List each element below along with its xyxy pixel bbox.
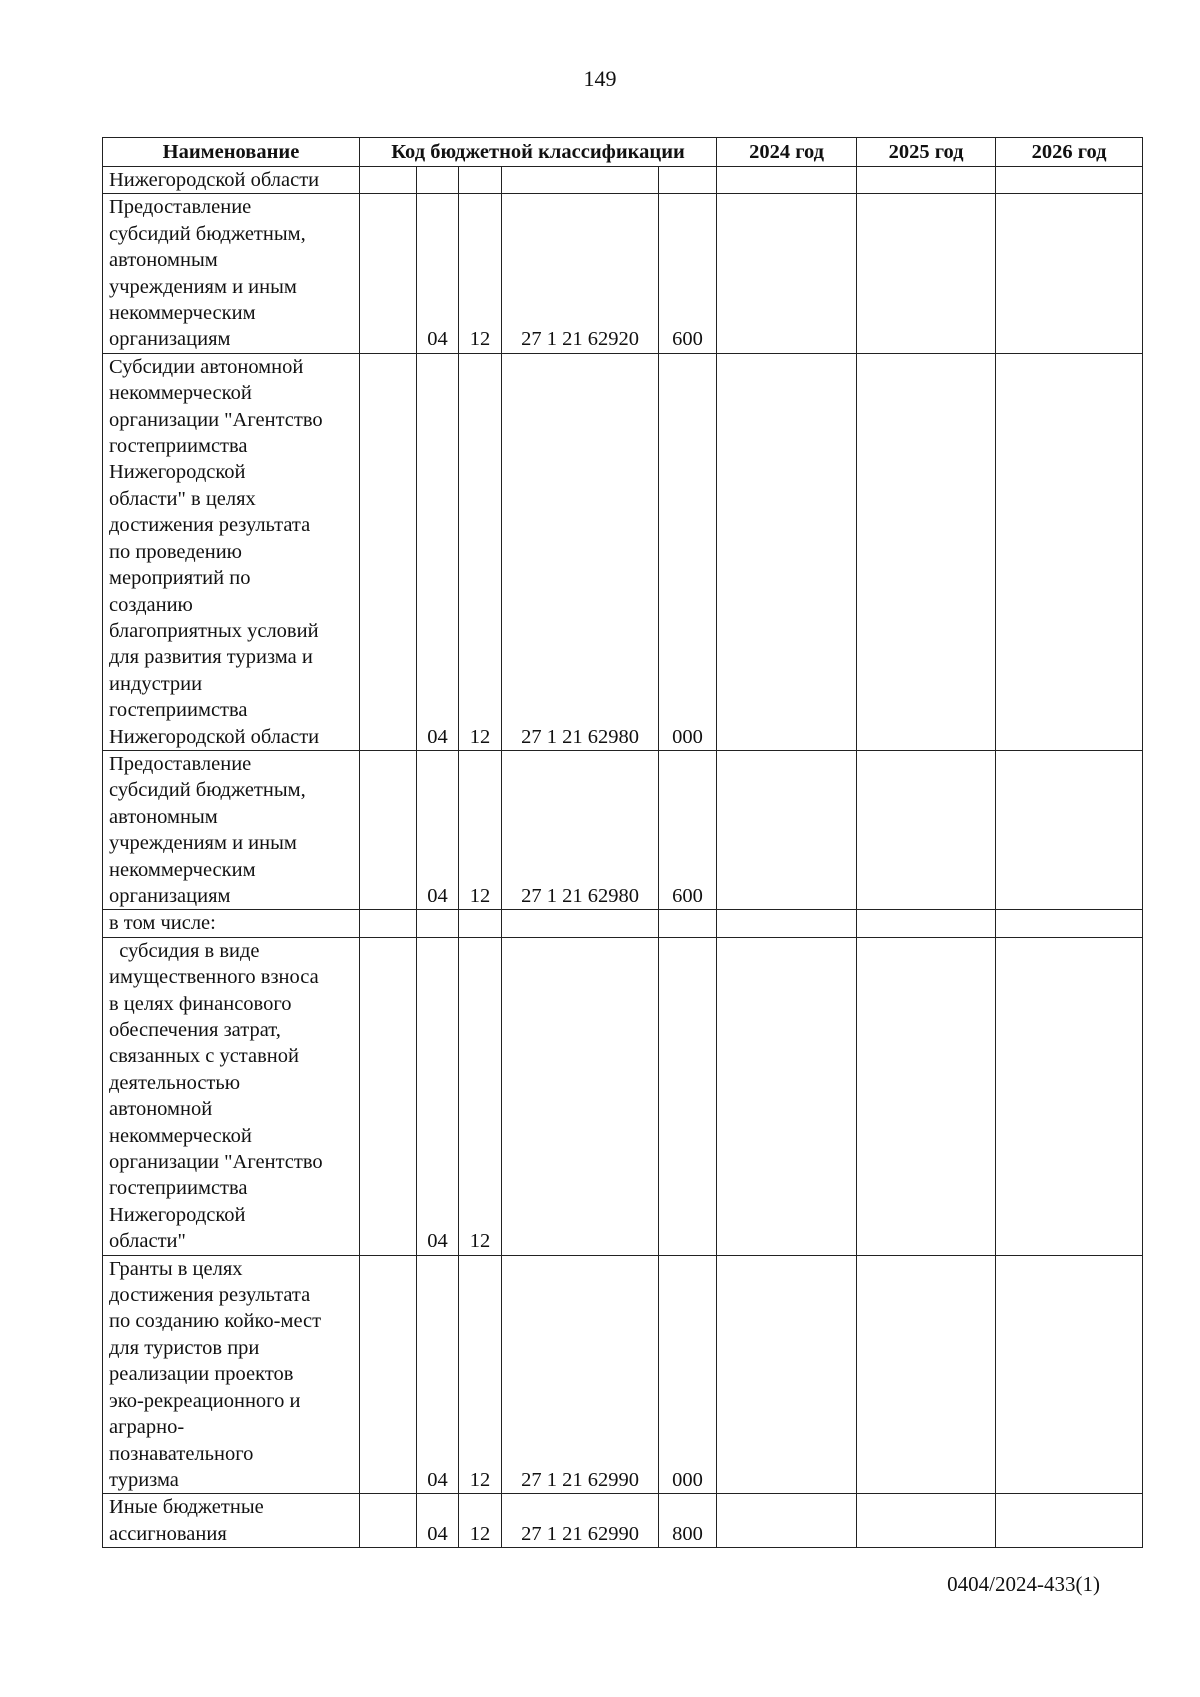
value-2025	[857, 167, 996, 194]
code-section	[417, 167, 459, 194]
row-name-line: ассигнования	[109, 1522, 227, 1545]
code-subsection: 12	[459, 1494, 502, 1548]
table-header-row	[103, 138, 1143, 167]
row-name-line: учреждениям и иным	[109, 832, 297, 855]
row-name-line: реализации проектов	[109, 1363, 294, 1386]
code-part-1	[360, 167, 417, 194]
row-name-line: Предоставление	[109, 752, 252, 775]
code-part-1	[360, 353, 417, 750]
code-subsection	[459, 167, 502, 194]
row-name-line: имущественного взноса	[109, 966, 319, 989]
table-row	[103, 353, 1143, 750]
code-section: 04	[417, 750, 459, 909]
table-row	[103, 750, 1143, 909]
value-2025	[857, 1494, 996, 1548]
code-expense-type	[659, 167, 717, 194]
code-part-1	[360, 910, 417, 937]
code-expense-type: 600	[659, 750, 717, 909]
row-name-line: связанных с уставной	[109, 1045, 299, 1068]
row-name-line: по созданию койко-мест	[109, 1310, 322, 1333]
value-2026	[996, 1494, 1143, 1548]
row-name-line: некоммерческой	[109, 1124, 252, 1147]
code-part-1	[360, 1494, 417, 1548]
document-code: 0404/2024-433(1)	[947, 1572, 1100, 1596]
code-subsection: 12	[459, 1255, 502, 1494]
row-name-line: эко-рекреационного и	[109, 1389, 301, 1412]
row-name-line: Нижегородской	[109, 1203, 246, 1226]
header-name: Наименование	[103, 138, 360, 167]
value-2026	[996, 167, 1143, 194]
table-row	[103, 1255, 1143, 1494]
row-name	[103, 750, 360, 909]
row-name	[103, 1255, 360, 1494]
row-name-line: некоммерческой	[109, 382, 252, 405]
code-expense-type	[659, 910, 717, 937]
code-target-article: 27 1 21 62980	[502, 353, 659, 750]
value-2025	[857, 937, 996, 1255]
row-name-line: гостеприимства	[109, 699, 248, 722]
code-subsection: 12	[459, 194, 502, 353]
value-2025	[857, 194, 996, 353]
row-name	[103, 353, 360, 750]
header-2025: 2025 год	[857, 138, 996, 167]
code-expense-type	[659, 937, 717, 1255]
row-name-line: Нижегородской области	[109, 725, 320, 748]
row-name-line: гостеприимства	[109, 435, 248, 458]
row-name-line: обеспечения затрат,	[109, 1019, 281, 1041]
code-section: 04	[417, 194, 459, 353]
value-2025	[857, 353, 996, 750]
row-name-line: по проведению	[109, 540, 242, 563]
row-name-line: некоммерческим	[109, 302, 256, 325]
value-2024	[717, 353, 857, 750]
row-name-line: индустрии	[109, 672, 203, 695]
value-2025	[857, 910, 996, 937]
table-row	[103, 910, 1143, 937]
header-2026: 2026 год	[996, 138, 1143, 167]
row-name-line: гостеприимства	[109, 1177, 248, 1200]
code-subsection: 12	[459, 937, 502, 1255]
value-2026	[996, 910, 1143, 937]
table-row	[103, 167, 1143, 194]
code-target-article	[502, 167, 659, 194]
row-name-line: деятельностью	[109, 1071, 241, 1094]
value-2024	[717, 1255, 857, 1494]
code-section: 04	[417, 1255, 459, 1494]
value-2026	[996, 750, 1143, 909]
row-name-line: организациям	[109, 328, 231, 351]
row-name-line: в целях финансового	[109, 992, 292, 1015]
code-part-1	[360, 937, 417, 1255]
row-name-line: достижения результата	[109, 1284, 311, 1307]
code-subsection: 12	[459, 750, 502, 909]
code-target-article: 27 1 21 62980	[502, 750, 659, 909]
row-name-line: Нижегородской	[109, 461, 246, 484]
row-name-line: автономным	[109, 805, 218, 828]
code-expense-type: 000	[659, 1255, 717, 1494]
code-subsection: 12	[459, 353, 502, 750]
row-name	[103, 937, 360, 1255]
header-budget-code: Код бюджетной классификации	[360, 138, 717, 167]
row-name-line: субсидий бюджетным,	[109, 779, 306, 802]
row-name-line: области" в целях	[109, 487, 256, 510]
row-name-line: благоприятных условий	[109, 619, 319, 642]
table-row	[103, 1494, 1143, 1548]
value-2026	[996, 1255, 1143, 1494]
row-name	[103, 1494, 360, 1548]
code-part-1	[360, 750, 417, 909]
value-2026	[996, 194, 1143, 353]
row-name-line: Гранты в целях	[109, 1257, 243, 1280]
value-2025	[857, 1255, 996, 1494]
row-name	[103, 194, 360, 353]
value-2024	[717, 167, 857, 194]
row-name	[103, 167, 360, 194]
row-name-line: аграрно-	[109, 1416, 185, 1439]
row-name	[103, 910, 360, 937]
value-2026	[996, 353, 1143, 750]
row-name-line: субсидия в виде	[109, 939, 260, 962]
row-name-line: Субсидии автономной	[109, 355, 304, 378]
code-expense-type: 800	[659, 1494, 717, 1548]
row-name-line: познавательного	[109, 1442, 254, 1465]
row-name-line: в том числе:	[109, 912, 216, 935]
row-name-line: организации "Агентство	[109, 1151, 323, 1174]
value-2024	[717, 194, 857, 353]
row-name-line: субсидий бюджетным,	[109, 222, 306, 245]
code-expense-type: 600	[659, 194, 717, 353]
code-expense-type: 000	[659, 353, 717, 750]
code-subsection	[459, 910, 502, 937]
code-section	[417, 910, 459, 937]
code-section: 04	[417, 1494, 459, 1548]
value-2024	[717, 750, 857, 909]
code-part-1	[360, 1255, 417, 1494]
row-name-line: Нижегородской области	[109, 169, 320, 191]
code-part-1	[360, 194, 417, 353]
row-name-line: для развития туризма и	[109, 646, 313, 669]
row-name-line: созданию	[109, 593, 193, 616]
code-section: 04	[417, 937, 459, 1255]
value-2026	[996, 937, 1143, 1255]
code-target-article: 27 1 21 62990	[502, 1255, 659, 1494]
row-name-line: Предоставление	[109, 196, 252, 219]
row-name-line: области"	[109, 1230, 186, 1253]
value-2024	[717, 1494, 857, 1548]
value-2024	[717, 937, 857, 1255]
table-row	[103, 937, 1143, 1255]
row-name-line: автономной	[109, 1098, 213, 1121]
value-2025	[857, 750, 996, 909]
table-row	[103, 194, 1143, 353]
row-name-line: учреждениям и иным	[109, 275, 297, 298]
row-name-line: автономным	[109, 249, 218, 272]
row-name-line: организации "Агентство	[109, 408, 323, 431]
page-number: 149	[583, 66, 617, 91]
code-target-article	[502, 937, 659, 1255]
code-target-article	[502, 910, 659, 937]
row-name-line: мероприятий по	[109, 567, 251, 590]
code-target-article: 27 1 21 62920	[502, 194, 659, 353]
code-target-article: 27 1 21 62990	[502, 1494, 659, 1548]
row-name-line: достижения результата	[109, 514, 311, 537]
code-section: 04	[417, 353, 459, 750]
row-name-line: туризма	[109, 1468, 179, 1491]
row-name-line: для туристов при	[109, 1336, 260, 1359]
row-name-line: Иные бюджетные	[109, 1496, 264, 1519]
header-2024: 2024 год	[717, 138, 857, 167]
value-2024	[717, 910, 857, 937]
budget-table	[102, 137, 1143, 1548]
row-name-line: некоммерческим	[109, 858, 256, 881]
row-name-line: организациям	[109, 884, 231, 907]
